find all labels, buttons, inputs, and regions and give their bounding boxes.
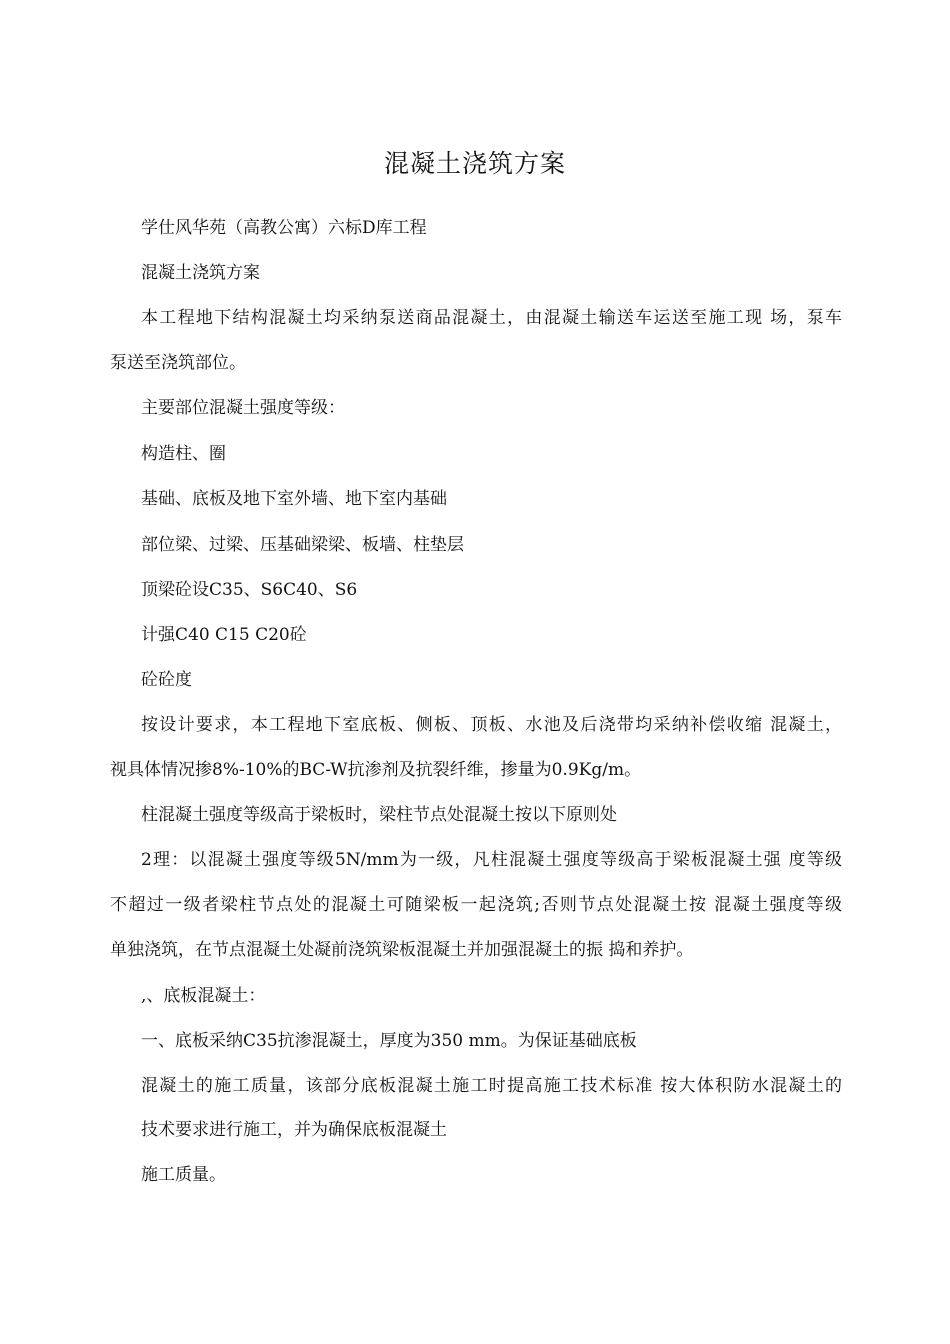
subtitle-line: 混凝土浇筑方案 (141, 263, 260, 283)
paragraph-line: 柱混凝土强度等级高于梁板时，梁柱节点处混凝土按以下原则处 (141, 805, 617, 825)
paragraph-line: 构造柱、圈 (141, 444, 226, 464)
paragraph-line: 砼砼度 (141, 670, 192, 690)
paragraph-line: 技术要求进行施工，并为确保底板混凝土 (141, 1120, 447, 1140)
paragraph-line: 计强C40 C15 C20砼 (141, 625, 307, 645)
paragraph-line: 顶梁砼设C35、S6C40、S6 (141, 580, 358, 600)
paragraph-line: 本工程地下结构混凝土均采纳泵送商品混凝土，由混凝土输送车运送至施工现 场，泵车 (141, 308, 842, 328)
page-title: 混凝土浇筑方案 (383, 149, 566, 178)
paragraph-line: 按设计要求，本工程地下室底板、侧板、顶板、水池及后浇带均采纳补偿收缩 混凝土， (141, 715, 842, 735)
paragraph-line: 基础、底板及地下室外墙、地下室内基础 (141, 489, 447, 509)
project-name-line: 学仕风华苑（高教公寓）六标D库工程 (141, 218, 427, 238)
paragraph-line: 不超过一级者梁柱节点处的混凝土可随梁板一起浇筑;否则节点处混凝土按 混凝土强度等级 (110, 895, 842, 915)
paragraph-line: 单独浇筑，在节点混凝土处凝前浇筑梁板混凝土并加强混凝土的振 捣和养护。 (110, 940, 694, 960)
section-heading-line: ,、底板混凝土： (141, 986, 266, 1006)
paragraph-line: 视具体情况掺8%-10%的BC-W抗渗剂及抗裂纤维，掺量为0.9Kg/m。 (110, 760, 642, 780)
paragraph-line: 主要部位混凝土强度等级： (141, 398, 345, 418)
paragraph-line: 2理：以混凝土强度等级5N/mm为一级，凡柱混凝土强度等级高于梁板混凝土强 度等级 (141, 850, 842, 870)
paragraph-line: 部位梁、过梁、压基础梁梁、板墙、柱垫层 (141, 535, 464, 555)
paragraph-line: 混凝土的施工质量，该部分底板混凝土施工时提高施工技术标准 按大体积防水混凝土的 (141, 1076, 842, 1096)
paragraph-line: 一、底板采纳C35抗渗混凝土，厚度为350 mm。为保证基础底板 (141, 1031, 637, 1051)
paragraph-line: 施工质量。 (141, 1165, 226, 1185)
paragraph-line: 泵送至浇筑部位。 (110, 353, 246, 373)
